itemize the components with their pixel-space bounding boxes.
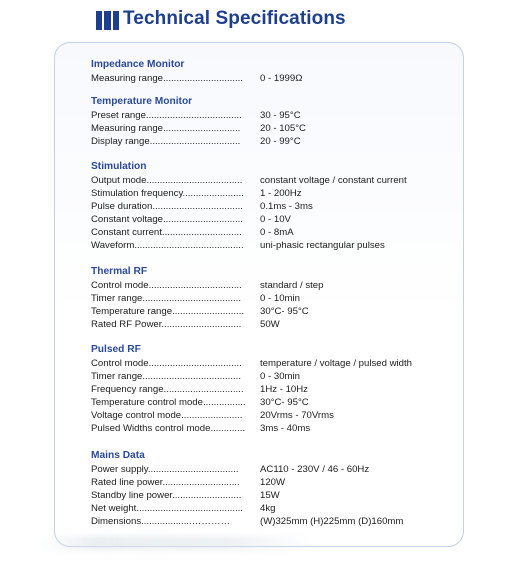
- spec-value: standard / step: [260, 280, 324, 291]
- spec-section: [91, 160, 407, 252]
- spec-row: [91, 476, 286, 489]
- spec-section: [91, 58, 303, 85]
- spec-row: [91, 422, 311, 435]
- title-accent-bar: [96, 11, 102, 30]
- spec-row: [91, 200, 313, 213]
- spec-row: [91, 72, 303, 85]
- title-accent-bar: [113, 11, 119, 30]
- spec-row: [91, 357, 412, 370]
- spec-label: Temperature range...........................: [91, 306, 245, 317]
- spec-value: 20Vrms - 70Vrms: [260, 410, 334, 421]
- spec-row: [91, 122, 306, 135]
- page-title: Technical Specifications: [123, 8, 346, 29]
- spec-row: [91, 489, 280, 502]
- spec-label: Waveform.........................................: [91, 240, 244, 251]
- spec-row: [91, 135, 301, 148]
- spec-row: [91, 213, 291, 226]
- spec-label: Measuring range.............................: [91, 123, 241, 134]
- spec-label: Pulse duration..................................: [91, 201, 243, 212]
- section-title: Stimulation: [91, 161, 147, 172]
- spec-label: Frequency range..............................: [91, 384, 244, 395]
- spec-label: Pulsed Widths control mode.............: [91, 423, 246, 434]
- spec-label: Measuring range..............................: [91, 73, 243, 84]
- spec-row: [91, 409, 334, 422]
- spec-label: Standby line power..........................: [91, 490, 242, 501]
- spec-row: [91, 383, 308, 396]
- title-bar: [0, 8, 525, 34]
- spec-label: Preset range....................................: [91, 110, 242, 121]
- spec-value: 30°C- 95°C: [260, 306, 309, 317]
- spec-label: Net weight........................................: [91, 503, 243, 514]
- spec-value: constant voltage / constant current: [260, 175, 407, 186]
- spec-section: [91, 265, 324, 331]
- spec-value: 15W: [260, 490, 280, 501]
- spec-label: Timer range.....................................: [91, 293, 241, 304]
- spec-row: [91, 396, 309, 409]
- spec-value: temperature / voltage / pulsed width: [260, 358, 412, 369]
- section-title: Thermal RF: [91, 266, 148, 277]
- spec-value: AC110 - 230V / 46 - 60Hz: [260, 464, 370, 475]
- spec-row: [91, 318, 280, 331]
- spec-row: [91, 226, 294, 239]
- spec-label: Voltage control mode.......................: [91, 410, 243, 421]
- spec-label: Output mode....................................: [91, 175, 243, 186]
- spec-value: 30°C- 95°C: [260, 397, 309, 408]
- spec-value: 0 - 10V: [260, 214, 291, 225]
- spec-label: Rated line power.............................: [91, 477, 240, 488]
- spec-value: 20 - 99°C: [260, 136, 301, 147]
- spec-value: 0 - 10min: [260, 293, 300, 304]
- spec-row: [91, 239, 385, 252]
- spec-row: [91, 109, 301, 122]
- spec-label: Rated RF Power..............................: [91, 319, 242, 330]
- spec-label: Dimensions...................…………: [91, 516, 231, 527]
- spec-row: [91, 463, 370, 476]
- spec-label: Display range..................................: [91, 136, 241, 147]
- spec-value: 50W: [260, 319, 280, 330]
- blurred-footer-text: [40, 536, 310, 550]
- section-title: Impedance Monitor: [91, 59, 185, 70]
- section-title: Pulsed RF: [91, 344, 141, 355]
- spec-label: Control mode...................................: [91, 358, 242, 369]
- spec-row: [91, 174, 407, 187]
- spec-value: 0.1ms - 3ms: [260, 201, 313, 212]
- spec-value: 0 - 1999Ω: [260, 73, 303, 84]
- spec-row: [91, 292, 300, 305]
- spec-label: Control mode...................................: [91, 280, 242, 291]
- spec-value: 0 - 8mA: [260, 227, 294, 238]
- spec-row: [91, 305, 309, 318]
- spec-value: 0 - 30min: [260, 371, 300, 382]
- spec-row: [91, 279, 324, 292]
- spec-row: [91, 502, 276, 515]
- spec-value: 20 - 105°C: [260, 123, 306, 134]
- spec-value: 4kg: [260, 503, 276, 514]
- spec-value: (W)325mm (H)225mm (D)160mm: [260, 516, 404, 527]
- spec-section: [91, 449, 404, 528]
- spec-row: [91, 370, 300, 383]
- spec-section: [91, 343, 412, 435]
- spec-value: 30 - 95°C: [260, 110, 301, 121]
- spec-label: Stimulation frequency.......................: [91, 188, 244, 199]
- spec-value: 1 - 200Hz: [260, 188, 302, 199]
- spec-label: Constant current..............................: [91, 227, 242, 238]
- spec-value: 1Hz - 10Hz: [260, 384, 308, 395]
- spec-value: uni-phasic rectangular pulses: [260, 240, 385, 251]
- spec-value: 3ms - 40ms: [260, 423, 311, 434]
- spec-label: Constant voltage..............................: [91, 214, 243, 225]
- title-accent-bar: [104, 11, 111, 30]
- spec-value: 120W: [260, 477, 286, 488]
- spec-label: Power supply..................................: [91, 464, 239, 475]
- spec-label: Temperature control mode................: [91, 397, 246, 408]
- spec-row: [91, 515, 404, 528]
- spec-label: Timer range.....................................: [91, 371, 241, 382]
- spec-row: [91, 187, 302, 200]
- spec-section: [91, 95, 306, 148]
- section-title: Mains Data: [91, 450, 145, 461]
- section-title: Temperature Monitor: [91, 96, 193, 107]
